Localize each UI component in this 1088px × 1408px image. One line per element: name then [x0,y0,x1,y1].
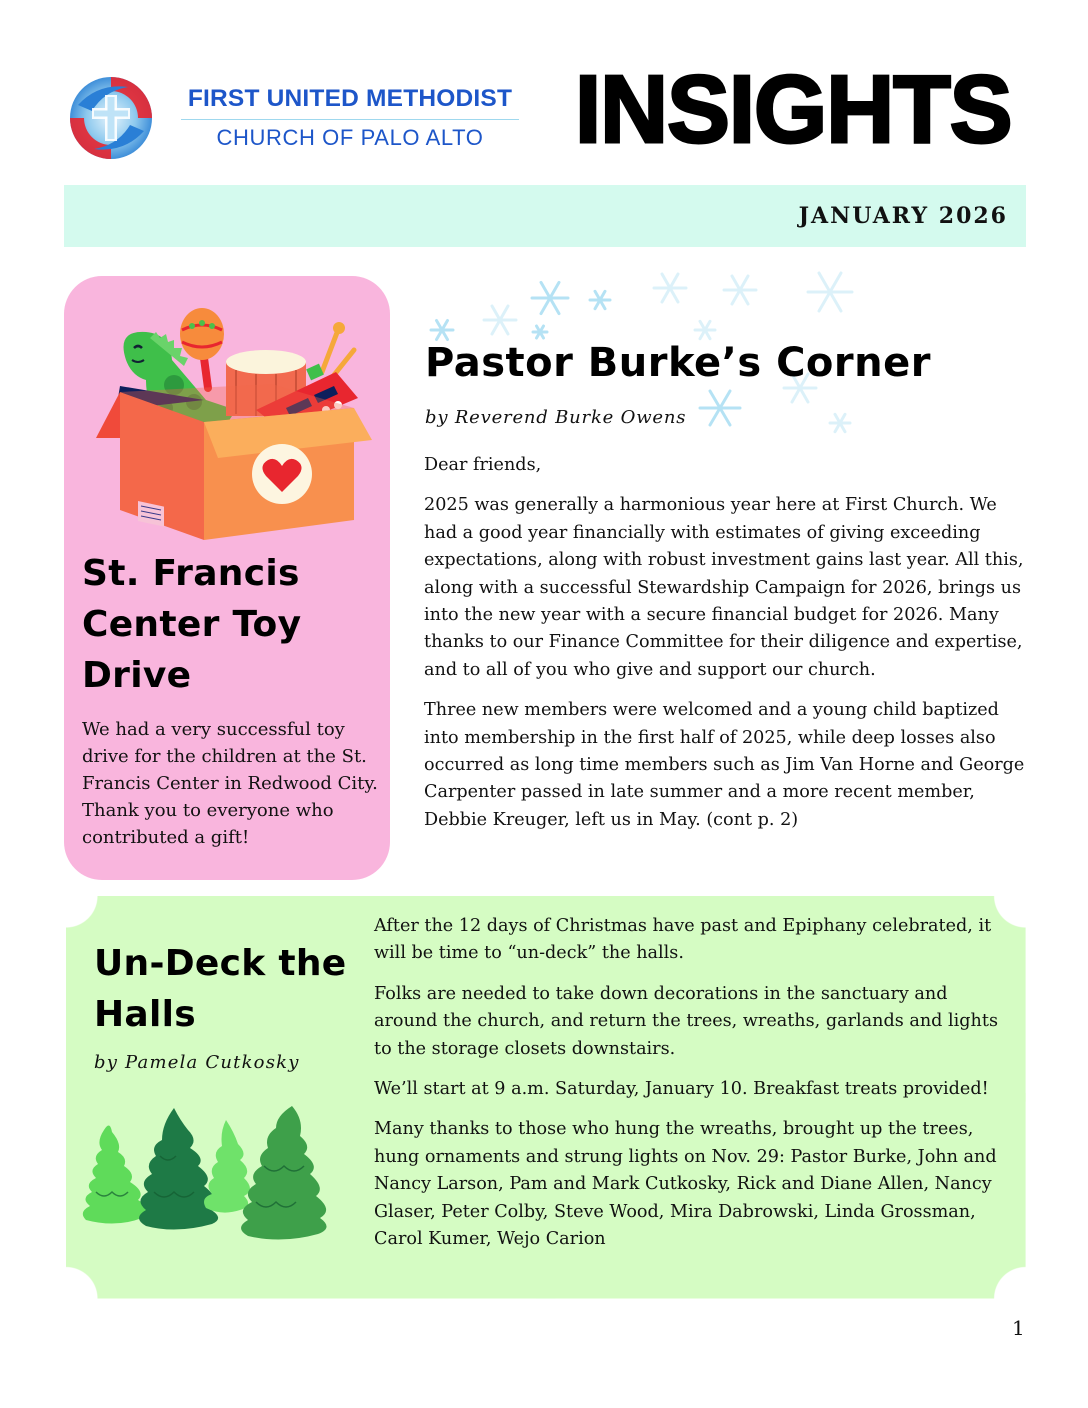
toy-drive-body: We had a very successful toy drive for the children at the St. Francis Center in Redwood City. Thank you to everyone who contributed a gift! [82,719,378,848]
undeck-body [374,913,1014,1266]
pastor-paragraph: Dear friends, [424,455,542,475]
logo-line-1: FIRST UNITED METHODIST [187,84,513,112]
undeck-byline: by Pamela Cutkosky [94,1052,300,1073]
undeck-paragraph: We’ll start at 9 a.m. Saturday, January 10. Breakfast treats provided! [374,1079,989,1100]
pastor-corner-body [424,452,1028,847]
masthead-text: INSIGHTS [575,56,1012,163]
logo-line-2: CHURCH OF PALO ALTO [216,125,484,151]
church-cross-swirl-icon [68,75,154,161]
issue-date-band [64,185,1026,247]
pastor-corner-byline: by Reverend Burke Owens [425,407,687,428]
logo-wordmark [166,85,534,152]
undeck-paragraph: After the 12 days of Christmas have past and Epiphany celebrated, it will be time to “un-deck” the halls. [374,916,992,964]
pastor-corner-title: Pastor Burke’s Corner [425,340,931,386]
logo-divider [181,119,519,121]
undeck-paragraph: Folks are needed to take down decorations in the sanctuary and around the church, and return the trees, wreaths, garlands and lights to the storage closets downstairs. [374,983,998,1059]
newsletter-masthead [575,56,1012,163]
undeck-title: Un-Deck the Halls [94,943,347,1035]
pastor-paragraph: 2025 was generally a harmonious year here at First Church. We had a good year financially with estimates of giving exceeding expectations, along with robust investment gains last year. All this, along with a successful Stewardship Campaign for 2026, brings us into the new year with a secure financial budget for 2026. Many thanks to our Finance Committee for their diligence and expertise, and to all of you who give and support our church. [424,495,1024,680]
pine-trees-illustration [76,1100,336,1260]
pastor-paragraph: Three new members were welcomed and a young child baptized into membership in the first half of 2025, while deep losses also occurred as long time members such as Jim Van Horne and George Carpenter passed in late summer and a more recent member, Debbie Kreuger, left us in May. (cont p. 2) [424,700,1025,830]
toy-drive-card [64,276,390,880]
toy-drive-title: St. Francis Center Toy Drive [82,553,302,696]
issue-date: JANUARY 2026 [798,203,1008,229]
page-number: 1 [1012,1316,1025,1340]
undeck-paragraph: Many thanks to those who hung the wreaths, brought up the trees, hung ornaments and strung lights on Nov. 29: Pastor Burke, John and Nancy Larson, Pam and Mark Cutkosky, Rick and Diane Allen, Nancy Glaser, Peter Colby, Steve Wood, Mira Dabrowski, Linda Grossman, Carol Kumer, Wejo Carion [374,1119,997,1250]
church-logo [68,78,538,158]
toy-donation-box-illustration [86,290,376,550]
